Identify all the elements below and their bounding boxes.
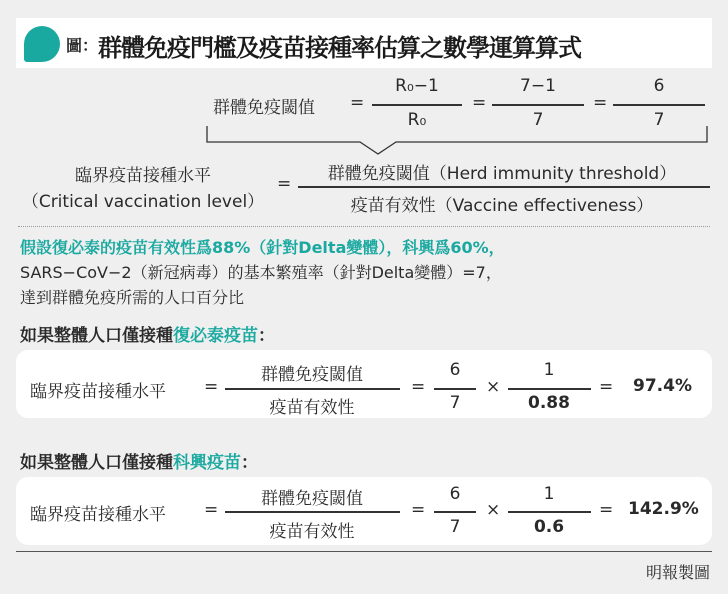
- fraction-line: [225, 388, 400, 390]
- fraction-line: [434, 511, 476, 513]
- dotted-divider: [18, 226, 710, 227]
- speech-bubble-icon: [24, 26, 60, 62]
- critical-level-label-en: （Critical vaccination level）: [21, 192, 265, 212]
- fraction-denominator: 7: [449, 517, 461, 537]
- vaccine-name: 復必泰疫苗: [173, 326, 258, 346]
- effectiveness-value: 0.6: [533, 517, 565, 537]
- fraction-denominator: 疫苗有效性（Vaccine effectiveness）: [350, 196, 654, 216]
- fraction-denominator: 疫苗有效性: [269, 398, 355, 418]
- page-title: 群體免疫門檻及疫苗接種率估算之數學運算算式: [98, 33, 581, 62]
- fraction-line: [508, 388, 591, 390]
- fraction-numerator: 群體免疫閾值: [261, 489, 363, 509]
- fraction-denominator: 7: [532, 110, 544, 130]
- assumption-highlight: 假設復必泰的疫苗有效性爲88%（針對Delta變體），科興爲60%，: [20, 238, 505, 257]
- fraction-denominator: R₀: [407, 110, 427, 130]
- critical-level-label: 臨界疫苗接種水平: [75, 166, 211, 186]
- case-heading-text: 如果整體人口僅接種: [20, 326, 173, 346]
- critical-level-label: 臨界疫苗接種水平: [30, 505, 166, 525]
- times-sign: ×: [486, 500, 501, 520]
- equals-sign: =: [204, 377, 219, 397]
- fraction-numerator: 1: [543, 484, 555, 504]
- fraction-line: [434, 388, 476, 390]
- equals-sign: =: [411, 500, 426, 520]
- fraction-numerator: 群體免疫閾值: [261, 365, 363, 385]
- fraction-line: [492, 104, 584, 106]
- fraction-numerator: R₀−1: [395, 76, 439, 96]
- assumption-text: SARS−CoV−2（新冠病毒）的基本繁殖率（針對Delta變體）=7，: [20, 263, 502, 282]
- herd-threshold-label: 群體免疫閾值: [213, 98, 315, 118]
- equals-sign: =: [277, 174, 292, 194]
- fraction-numerator: 1: [543, 360, 555, 380]
- equals-sign: =: [350, 93, 365, 113]
- effectiveness-value: 0.88: [528, 393, 570, 413]
- fraction-numerator: 6: [653, 76, 665, 96]
- result-value: 97.4%: [633, 376, 692, 396]
- result-value: 142.9%: [628, 499, 699, 519]
- fraction-numerator: 6: [449, 360, 461, 380]
- case-heading: [20, 321, 275, 346]
- vaccine-name: 科興疫苗: [173, 453, 241, 473]
- critical-level-label: 臨界疫苗接種水平: [30, 382, 166, 402]
- fraction-line: [298, 186, 710, 188]
- fraction-line: [613, 104, 705, 106]
- fraction-numerator: 7−1: [520, 76, 556, 96]
- fraction-denominator: 7: [653, 110, 665, 130]
- equals-sign: =: [599, 500, 614, 520]
- title-prefix: 圖：: [66, 36, 99, 55]
- case-heading-text: 如果整體人口僅接種: [20, 453, 173, 473]
- fraction-line: [508, 511, 591, 513]
- times-sign: ×: [486, 377, 501, 397]
- equals-sign: =: [204, 500, 219, 520]
- fraction-denominator: 疫苗有效性: [269, 522, 355, 542]
- credit: 明報製圖: [645, 563, 710, 582]
- fraction-line: [225, 511, 400, 513]
- equals-sign: =: [593, 93, 608, 113]
- colon: ：: [241, 453, 258, 473]
- fraction-denominator: 7: [449, 393, 461, 413]
- fraction-numerator: 6: [449, 484, 461, 504]
- bottom-divider: [16, 551, 712, 552]
- assumption-text: 達到群體免疫所需的人口百分比: [20, 288, 245, 307]
- case-heading: [20, 448, 258, 473]
- equals-sign: =: [472, 93, 487, 113]
- bracket-arrow: [200, 122, 715, 158]
- colon: ：: [258, 326, 275, 346]
- equals-sign: =: [411, 377, 426, 397]
- equals-sign: =: [599, 377, 614, 397]
- fraction-line: [372, 104, 462, 106]
- fraction-numerator: 群體免疫閾值（Herd immunity threshold）: [327, 164, 677, 184]
